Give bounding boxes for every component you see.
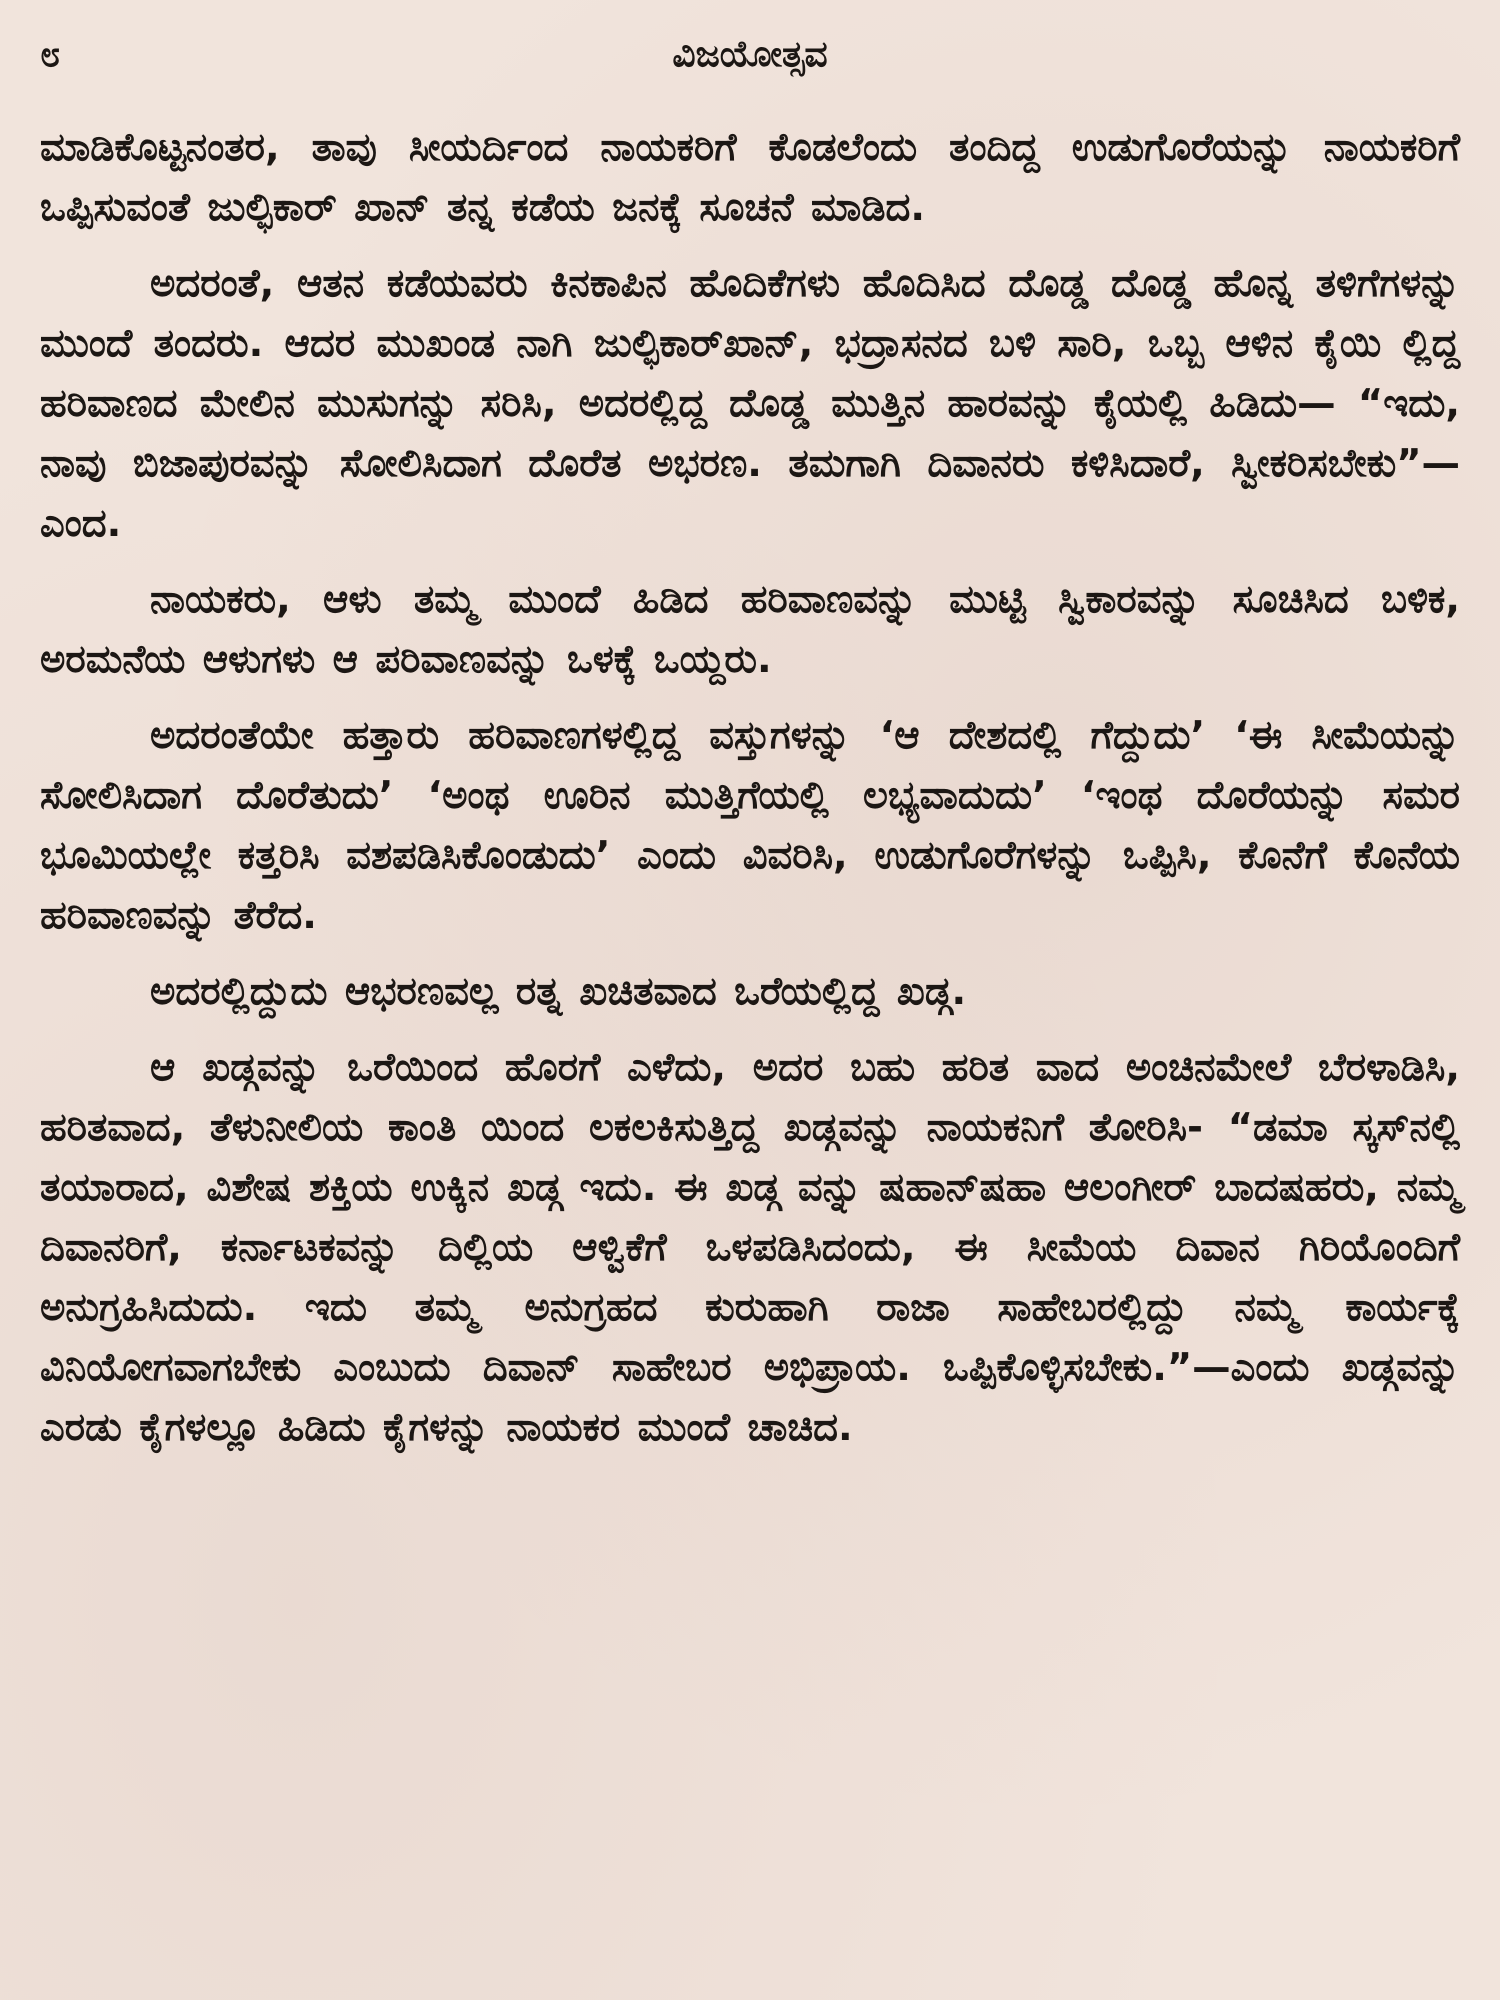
running-title: ವಿಜಯೋತ್ಸವ <box>672 34 828 75</box>
paragraph: ಅದರಂತೆ, ಆತನ ಕಡೆಯವರು ಕಿನಕಾಪಿನ ಹೊದಿಕೆಗಳು ಹೊದಿಸಿದ ದೊಡ್ಡ ದೊಡ್ಡ ಹೊನ್ನ ತಳಿಗೆಗಳನ್ನು ಮುಂದೆ ತಂದರು. ಆದರ ಮುಖಂಡ ನಾಗಿ ಜುಲ್ಫಿಕಾರ್‌ಖಾನ್, ಭದ್ರಾಸನದ ಬಳಿ ಸಾರಿ, ಒಬ್ಬ ಆಳಿನ ಕೈಯಿ ಲ್ಲಿದ್ದ ಹರಿವಾಣದ ಮೇಲಿನ ಮುಸುಗನ್ನು ಸರಿಸಿ, ಅದರಲ್ಲಿದ್ದ ದೊಡ್ಡ ಮುತ್ತಿನ ಹಾರವನ್ನು ಕೈಯಲ್ಲಿ ಹಿಡಿದು— “ಇದು, ನಾವು ಬಿಜಾಪುರವನ್ನು ಸೋಲಿಸಿದಾಗ ದೊರೆತ ಅಭರಣ. ತಮಗಾಗಿ ದಿವಾನರು ಕಳಿಸಿದಾರೆ, ಸ್ವೀಕರಿಸಬೇಕು”— ಎಂದ. <box>40 261 1460 546</box>
page-number: ೮ <box>40 34 61 75</box>
paragraph: ನಾಯಕರು, ಆಳು ತಮ್ಮ ಮುಂದೆ ಹಿಡಿದ ಹರಿವಾಣವನ್ನು ಮುಟ್ಟಿ ಸ್ವಿಕಾರವನ್ನು ಸೂಚಿಸಿದ ಬಳಿಕ, ಅರಮನೆಯ ಆಳುಗಳು ಆ ಪರಿವಾಣವನ್ನು ಒಳಕ್ಕೆ ಒಯ್ದರು. <box>40 577 1460 682</box>
body-text <box>40 118 1460 1474</box>
page-header <box>40 30 1460 90</box>
paragraph: ಅದರಂತೆಯೇ ಹತ್ತಾರು ಹರಿವಾಣಗಳಲ್ಲಿದ್ದ ವಸ್ತುಗಳನ್ನು ‘ಆ ದೇಶದಲ್ಲಿ ಗೆದ್ದುದು’ ‘ಈ ಸೀಮೆಯನ್ನು ಸೋಲಿಸಿದಾಗ ದೊರೆತುದು’ ‘ಅಂಥ ಊರಿನ ಮುತ್ತಿಗೆಯಲ್ಲಿ ಲಭ್ಯವಾದುದು’ ‘ಇಂಥ ದೊರೆಯನ್ನು ಸಮರ ಭೂಮಿಯಲ್ಲೇ ಕತ್ತರಿಸಿ ವಶಪಡಿಸಿಕೊಂಡುದು’ ಎಂದು ವಿವರಿಸಿ, ಉಡುಗೊರೆಗಳನ್ನು ಒಪ್ಪಿಸಿ, ಕೊನೆಗೆ ಕೊನೆಯ ಹರಿವಾಣವನ್ನು ತೆರೆದ. <box>40 713 1460 938</box>
paragraph: ಮಾಡಿಕೊಟ್ಟನಂತರ, ತಾವು ಸೀಯರ್ದಿಂದ ನಾಯಕರಿಗೆ ಕೊಡಲೆಂದು ತಂದಿದ್ದ ಉಡುಗೊರೆಯನ್ನು ನಾಯಕರಿಗೆ ಒಪ್ಪಿಸುವಂತೆ ಜುಲ್ಫಿಕಾರ್ ಖಾನ್ ತನ್ನ ಕಡೆಯ ಜನಕ್ಕೆ ಸೂಚನೆ ಮಾಡಿದ. <box>40 125 1460 230</box>
paragraph: ಅದರಲ್ಲಿದ್ದುದು ಆಭರಣವಲ್ಲ ರತ್ನ ಖಚಿತವಾದ ಒರೆಯಲ್ಲಿದ್ದ ಖಡ್ಗ. <box>150 969 967 1014</box>
paragraph: ಆ ಖಡ್ಗವನ್ನು ಒರೆಯಿಂದ ಹೊರಗೆ ಎಳೆದು, ಅದರ ಬಹು ಹರಿತ ವಾದ ಅಂಚಿನಮೇಲೆ ಬೆರಳಾಡಿಸಿ, ಹರಿತವಾದ, ತೆಳುನೀಲಿಯ ಕಾಂತಿ ಯಿಂದ ಲಕಲಕಿಸುತ್ತಿದ್ದ ಖಡ್ಗವನ್ನು ನಾಯಕನಿಗೆ ತೋರಿಸಿ- “ಡಮಾ ಸ್ಕಸ್‌ನಲ್ಲಿ ತಯಾರಾದ, ವಿಶೇಷ ಶಕ್ತಿಯ ಉಕ್ಕಿನ ಖಡ್ಗ ಇದು. ಈ ಖಡ್ಗ ವನ್ನು ಷಹಾನ್‌ಷಹಾ ಆಲಂಗೀರ್ ಬಾದಷಹರು, ನಮ್ಮ ದಿವಾನರಿಗೆ, ಕರ್ನಾಟಕವನ್ನು ದಿಲ್ಲಿಯ ಆಳ್ವಿಕೆಗೆ ಒಳಪಡಿಸಿದಂದು, ಈ ಸೀಮೆಯ ದಿವಾನ ಗಿರಿಯೊಂದಿಗೆ ಅನುಗ್ರಹಿಸಿದುದು. ಇದು ತಮ್ಮ ಅನುಗ್ರಹದ ಕುರುಹಾಗಿ ರಾಜಾ ಸಾಹೇಬರಲ್ಲಿದ್ದು ನಮ್ಮ ಕಾರ್ಯಕ್ಕೆ ವಿನಿಯೋಗವಾಗಬೇಕು ಎಂಬುದು ದಿವಾನ್ ಸಾಹೇಬರ ಅಭಿಪ್ರಾಯ. ಒಪ್ಪಿಕೊಳ್ಳಿಸಬೇಕು.”—ಎಂದು ಖಡ್ಗವನ್ನು ಎರಡು ಕೈಗಳಲ್ಲೂ ಹಿಡಿದು ಕೈಗಳನ್ನು ನಾಯಕರ ಮುಂದೆ ಚಾಚಿದ. <box>40 1045 1460 1450</box>
